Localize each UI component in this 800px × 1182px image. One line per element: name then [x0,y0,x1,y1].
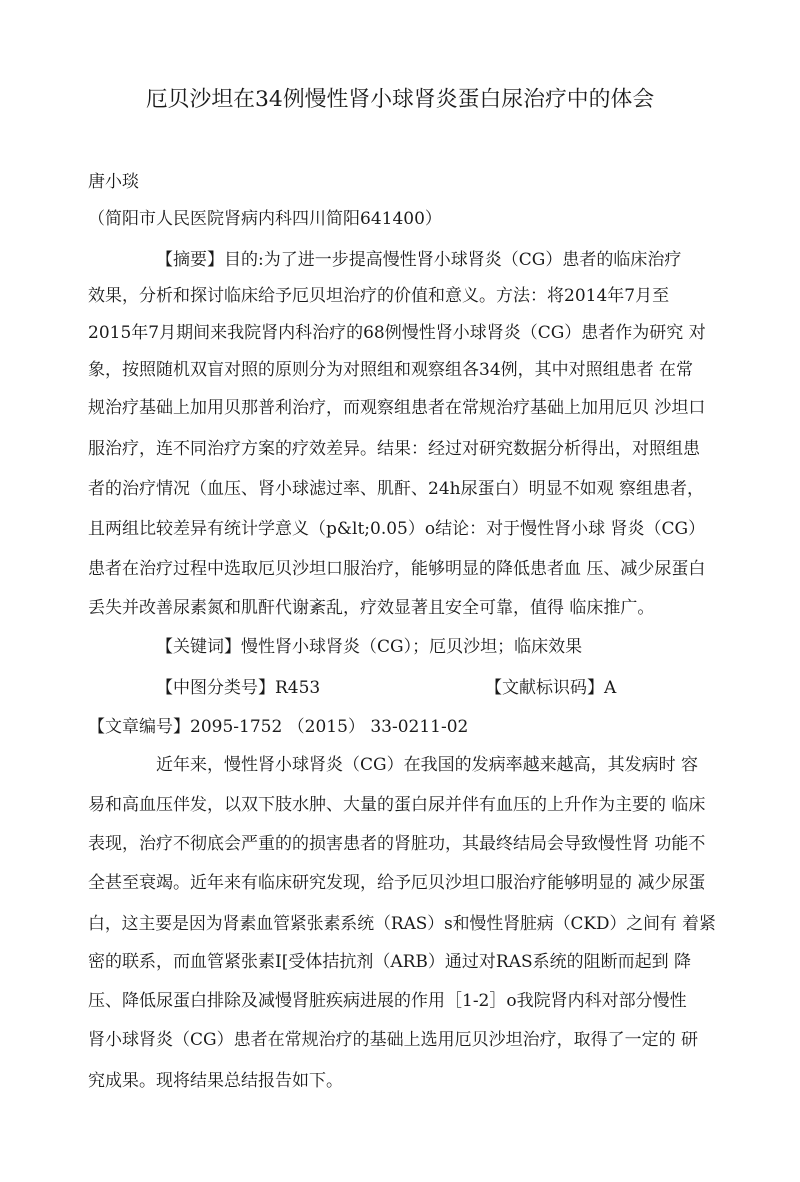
abstract-line: 效果，分析和探讨临床给予厄贝坦治疗的价值和意义。方法：将2014年7月至 [88,286,670,306]
abstract-line: 规治疗基础上加用贝那普利治疗，而观察组患者在常规治疗基础上加用厄贝 沙坦口 [88,398,706,418]
body-line: 究成果。现将结果总结报告如下。 [88,1071,343,1091]
clc-number: 【中图分类号】R453 [156,678,321,698]
body-line: 压、降低尿蛋白排除及减慢肾脏疾病进展的作用［1-2］o我院肾内科对部分慢性 [88,991,687,1011]
author: 唐小琰 [88,172,139,192]
paper-title: 厄贝沙坦在34例慢性肾小球肾炎蛋白尿治疗中的体会 [145,87,655,112]
abstract-line: 丢失并改善尿素氮和肌酐代谢紊乱，疗效显著且安全可靠，值得 临床推广。 [88,598,655,618]
document-code: 【文献标识码】A [485,678,617,698]
keywords: 【关键词】慢性肾小球肾炎（CG）；厄贝沙坦；临床效果 [156,637,583,657]
affiliation: （简阳市人民医院肾病内科四川简阳641400） [88,209,442,229]
abstract-line: 服治疗，连不同治疗方案的疗效差异。结果：经过对研究数据分析得出，对照组患 [88,439,700,459]
body-line: 白，这主要是因为肾素血管紧张素系统（RAS）s和慢性肾脏病（CKD）之间有 着紧 [88,913,716,933]
abstract-line: 患者在治疗过程中选取厄贝沙坦口服治疗，能够明显的降低患者血 压、减少尿蛋白 [88,559,706,579]
body-line: 易和高血压伴发，以双下肢水肿、大量的蛋白尿并伴有血压的上升作为主要的 临床 [88,795,706,815]
body-line: 表现，治疗不彻底会严重的的损害患者的肾脏功，其最终结局会导致慢性肾 功能不 [88,834,706,854]
body-line: 全甚至衰竭。近年来有临床研究发现，给予厄贝沙坦口服治疗能够明显的 减少尿蛋 [88,873,706,893]
abstract-line: 且两组比较差异有统计学意义（p&lt;0.05）o结论：对于慢性肾小球 肾炎（CG） [88,519,706,539]
body-line: 密的联系，而血管紧张素Ⅰ[受体拮抗剂（ARB）通过对RAS系统的阻断而起到 降 [88,952,692,972]
abstract-line: 象，按照随机双盲对照的原则分为对照组和观察组各34例，其中对照组患者 在常 [88,360,694,380]
abstract-line: 者的治疗情况（血压、肾小球滤过率、肌酐、24h尿蛋白）明显不如观 察组患者， [88,479,704,499]
article-number: 【文章编号】2095-1752 （2015） 33-0211-02 [88,717,469,737]
abstract-line: 【摘要】目的:为了进一步提高慢性肾小球肾炎（CG）患者的临床治疗 [156,250,682,270]
abstract-line: 2015年7月期间来我院肾内科治疗的68例慢性肾小球肾炎（CG）患者作为研究 对 [88,323,706,343]
body-line: 近年来，慢性肾小球肾炎（CG）在我国的发病率越来越高，其发病时 容 [156,755,698,775]
body-line: 肾小球肾炎（CG）患者在常规治疗的基础上选用厄贝沙坦治疗，取得了一定的 研 [88,1030,698,1050]
